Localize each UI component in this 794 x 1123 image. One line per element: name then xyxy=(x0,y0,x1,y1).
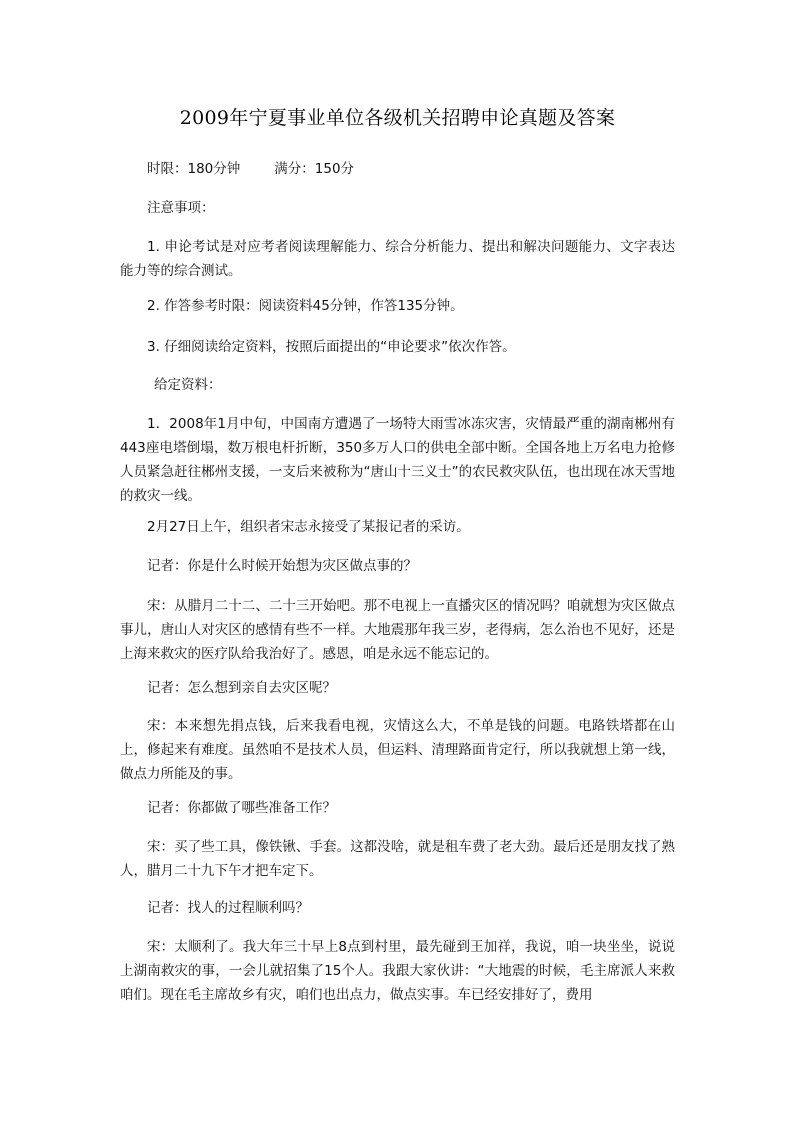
full-score: 满分：150分 xyxy=(274,161,355,177)
materials-heading: 给定资料： xyxy=(154,377,222,393)
notice-heading: 注意事项： xyxy=(147,200,215,216)
material-paragraph-1: 1．2008年1月中旬，中国南方遭遇了一场特大雨雪冰冻灾害，灾情最严重的湖南郴州有443座电塔倒塌，数万根电杆折断，350多万人口的供电全部中断。全国各地上万名电力抢修人员紧急赶往郴州支援，一支后来被称为“唐山十三义士”的农民救灾队伍，也出现在冰天雪地的救灾一线。 xyxy=(120,416,675,504)
notice-item-2: 2. 作答参考时限：阅读资料45分钟，作答135分钟。 xyxy=(147,298,464,314)
notice-item-3: 3. 仔细阅读给定资料，按照后面提出的“申论要求”依次作答。 xyxy=(147,339,516,355)
interview-question-2: 记者：怎么想到亲自去灾区呢？ xyxy=(147,680,336,696)
exam-meta xyxy=(147,157,354,181)
time-limit: 时限：180分钟 xyxy=(147,161,241,177)
interview-question-4: 记者：找人的过程顺利吗？ xyxy=(147,900,309,916)
interview-answer-3: 宋：买了些工具，像铁锹、手套。这都没啥，就是租车费了老大劲。最后还是朋友找了熟人，腊月二十九下午才把车定下。 xyxy=(120,839,675,879)
interview-question-3: 记者：你都做了哪些准备工作？ xyxy=(147,800,336,816)
material-paragraph-2: 2月27日上午，组织者宋志永接受了某报记者的采访。 xyxy=(147,519,470,535)
interview-question-1: 记者：你是什么时候开始想为灾区做点事的？ xyxy=(147,558,417,574)
interview-answer-1: 宋：从腊月二十二、二十三开始吧。那不电视上一直播灾区的情况吗？咱就想为灾区做点事儿，唐山人对灾区的感情有些不一样。大地震那年我三岁，老得病，怎么治也不见好，还是上海来救灾的医疗队给我治好了。感恩，咱是永远不能忘记的。 xyxy=(120,598,675,662)
document-title: 2009年宁夏事业单位各级机关招聘申论真题及答案 xyxy=(179,107,616,129)
interview-answer-2: 宋：本来想先捐点钱，后来我看电视，灾情这么大，不单是钱的问题。电路铁塔都在山上，修起来有难度。虽然咱不是技术人员，但运料、清理路面肯定行，所以我就想上第一线，做点力所能及的事。 xyxy=(120,718,675,782)
interview-answer-4: 宋：太顺利了。我大年三十早上8点到村里，最先碰到王加祥，我说，咱一块坐坐，说说上湖南救灾的事，一会儿就招集了15个人。我跟大家伙讲：“大地震的时候，毛主席派人来救咱们。现在毛主席故乡有灾，咱们也出点力，做点实事。车已经安排好了，费用 xyxy=(120,939,675,1003)
notice-item-1: 1. 申论考试是对应考者阅读理解能力、综合分析能力、提出和解决问题能力、文字表达能力等的综合测试。 xyxy=(120,239,675,279)
